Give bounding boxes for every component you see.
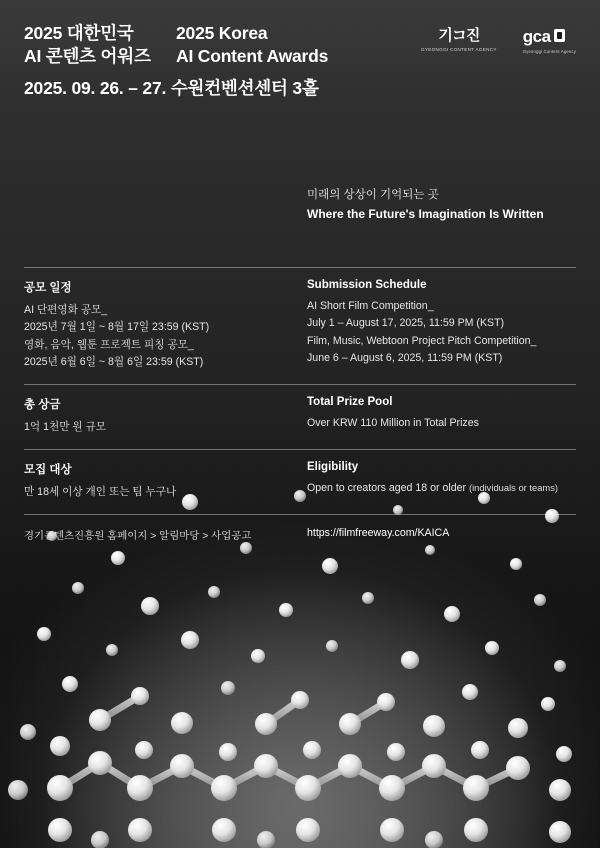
tagline-en: Where the Future's Imagination Is Written	[307, 206, 544, 221]
info-label-schedule-en: Submission Schedule	[307, 279, 427, 292]
poster-header	[0, 0, 600, 99]
schedule-en-line3: Film, Music, Webtoon Project Pitch Competition_	[307, 334, 537, 347]
eligibility-en-note: (individuals or teams)	[468, 482, 559, 494]
title-line-1	[24, 22, 328, 45]
info-value-prize-en: Over KRW 110 Million in Total Prizes	[307, 416, 479, 429]
info-row-prize	[24, 384, 576, 449]
gyeonggi-content-agency-logo	[421, 28, 497, 52]
info-label-prize-ko: 총 상금	[24, 398, 61, 411]
gca-logo-sub: Gyeonggi Content Agency	[522, 49, 576, 54]
schedule-ko-line3: 영화, 음악, 웹툰 프로젝트 피칭 공모_	[24, 338, 194, 351]
info-row-prize-en	[307, 396, 576, 436]
info-label-eligibility-en: Eligibility	[307, 461, 359, 474]
info-label-schedule-ko: 공모 일정	[24, 282, 72, 295]
info-row-prize-ko	[24, 396, 307, 436]
info-row-footer	[24, 515, 576, 542]
title-ko-line1: 2025 대한민국	[24, 23, 134, 43]
title-block	[24, 22, 328, 99]
footer-submission-url[interactable]: https://filmfreeway.com/KAICA	[307, 527, 450, 540]
gca-logo	[523, 28, 576, 54]
tagline	[307, 187, 600, 223]
info-label-prize-en: Total Prize Pool	[307, 395, 393, 408]
title-en-line2: AI Content Awards	[176, 45, 329, 66]
gca-logo-text: gca	[522, 27, 551, 46]
eligibility-en-main: Open to creators aged 18 or older	[307, 482, 469, 495]
schedule-ko-line2: 2025년 7월 1일 ~ 8월 17일 23:59 (KST)	[24, 321, 210, 334]
gyeonggi-content-agency-logo-mark: 기コ진	[438, 27, 480, 44]
info-table	[24, 267, 576, 542]
title-line-2	[24, 45, 328, 68]
info-row-schedule	[24, 267, 576, 384]
schedule-en-line2: July 1 – August 17, 2025, 11:59 PM (KST)	[307, 317, 505, 330]
tagline-ko: 미래의 상상이 기억되는 곳	[307, 189, 439, 202]
info-row-eligibility-en	[307, 461, 576, 501]
footer-path-ko: 경기콘텐츠진흥원 홈페이지 > 알림마당 > 사업공고	[24, 531, 252, 543]
info-value-eligibility-ko: 만 18세 이상 개인 또는 팀 누구나	[24, 486, 177, 499]
info-value-prize-ko: 1억 1천만 원 규모	[24, 420, 107, 433]
logo-group	[421, 22, 576, 54]
info-row-schedule-en	[307, 279, 576, 371]
gca-logo-mark	[523, 28, 576, 45]
info-row-eligibility	[24, 449, 576, 515]
gyeonggi-content-agency-logo-sub: GYEONGGI CONTENT AGENCY	[421, 47, 497, 52]
info-row-eligibility-ko	[24, 461, 307, 501]
title-ko-line2: AI 콘텐츠 어워즈	[24, 45, 151, 66]
schedule-en-line4: June 6 – August 6, 2025, 11:59 PM (KST)	[307, 351, 503, 364]
event-date-venue: 2025. 09. 26. – 27. 수원컨벤션센터 3홀	[24, 77, 319, 98]
info-value-eligibility-en	[307, 480, 576, 497]
info-row-schedule-ko	[24, 279, 307, 371]
info-value-schedule-en	[307, 298, 576, 367]
gca-badge-icon	[554, 29, 565, 42]
schedule-ko-line1: AI 단편영화 공모_	[24, 304, 108, 317]
info-value-schedule-ko	[24, 302, 307, 371]
schedule-en-line1: AI Short Film Competition_	[307, 300, 434, 313]
info-label-eligibility-ko: 모집 대상	[24, 464, 72, 477]
schedule-ko-line4: 2025년 6월 6일 ~ 8월 6일 23:59 (KST)	[24, 355, 204, 368]
title-en-line1: 2025 Korea	[176, 23, 268, 43]
